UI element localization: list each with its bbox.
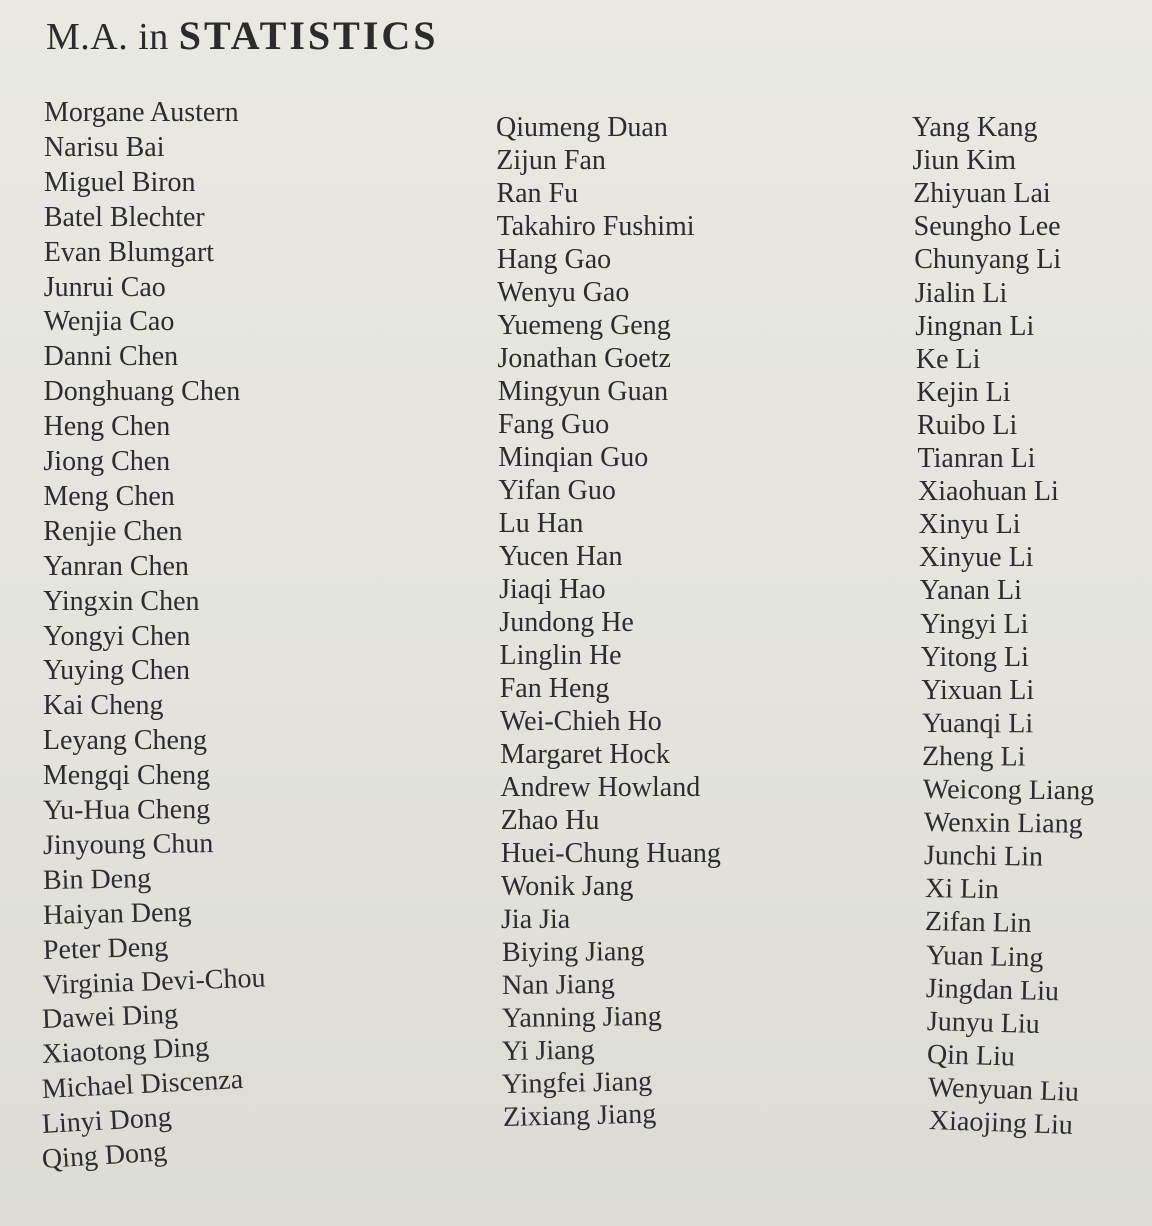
graduate-name: Hang Gao — [496, 244, 612, 275]
graduate-name: Yang Kang — [912, 112, 1038, 143]
graduate-name: Yanran Chen — [43, 550, 189, 582]
graduate-name: Huei-Chung Huang — [500, 838, 721, 869]
graduate-name: Wenxin Liang — [923, 807, 1083, 840]
graduate-name: Donghuang Chen — [43, 376, 241, 408]
graduate-name: Yingfei Jiang — [502, 1066, 653, 1100]
graduate-name: Meng Chen — [43, 480, 175, 512]
graduate-name: Jingnan Li — [915, 310, 1035, 342]
graduate-name: Michael Discenza — [41, 1064, 245, 1106]
graduate-name: Junyu Liu — [926, 1005, 1041, 1040]
graduate-name: Jiong Chen — [43, 446, 171, 477]
graduate-name: Morgane Austern — [44, 97, 239, 128]
graduate-name: Qin Liu — [926, 1038, 1016, 1073]
graduate-name: Yucen Han — [498, 541, 623, 572]
graduate-name: Junrui Cao — [43, 271, 166, 303]
graduate-name: Lu Han — [498, 508, 584, 539]
graduate-name: Chunyang Li — [914, 244, 1062, 276]
graduate-name: Fan Heng — [499, 673, 610, 704]
graduate-name: Heng Chen — [43, 411, 171, 443]
graduate-name: Yanning Jiang — [501, 1000, 662, 1034]
graduate-name: Zhiyuan Lai — [913, 178, 1051, 210]
graduate-name: Peter Deng — [42, 931, 169, 966]
graduate-name: Jonathan Goetz — [497, 343, 671, 374]
graduate-name: Zheng Li — [922, 740, 1026, 773]
graduate-name: Yuanqi Li — [921, 707, 1034, 740]
graduate-name: Qiumeng Duan — [496, 112, 668, 143]
graduate-name: Yu-Hua Cheng — [42, 794, 211, 826]
graduate-name: Renjie Chen — [43, 515, 183, 547]
graduate-name: Yuying Chen — [43, 655, 191, 687]
graduate-name: Yanan Li — [919, 575, 1022, 607]
graduate-name: Junchi Lin — [923, 840, 1044, 873]
graduate-name: Jundong He — [499, 607, 634, 638]
graduate-name: Virginia Devi-Chou — [41, 962, 266, 1001]
graduate-name: Bin Deng — [42, 862, 152, 896]
graduate-name: Yongyi Chen — [43, 620, 191, 652]
graduate-name: Biying Jiang — [501, 936, 644, 968]
graduate-name: Kai Cheng — [42, 690, 164, 722]
graduate-name: Jinyoung Chun — [42, 827, 214, 861]
graduate-name: Yuan Ling — [925, 939, 1044, 973]
graduate-name: Mingyun Guan — [497, 376, 669, 407]
graduate-name: Xiaotong Ding — [41, 1031, 211, 1071]
graduate-name: Ran Fu — [496, 178, 579, 209]
graduate-name: Xi Lin — [924, 873, 999, 906]
graduate-name: Linyi Dong — [41, 1101, 173, 1141]
graduate-name: Narisu Bai — [43, 131, 165, 163]
graduate-name: Yingxin Chen — [43, 585, 200, 617]
graduate-name: Linglin He — [499, 640, 622, 671]
graduate-name: Wonik Jang — [501, 871, 634, 902]
graduate-name: Tianran Li — [917, 443, 1036, 474]
graduate-name: Nan Jiang — [501, 968, 615, 1001]
graduate-name: Mengqi Cheng — [42, 760, 211, 792]
graduate-name: Seungho Lee — [913, 211, 1061, 243]
graduate-name: Zixiang Jiang — [502, 1098, 657, 1133]
graduate-name: Yi Jiang — [501, 1034, 595, 1067]
heading-degree: M.A. in — [46, 16, 169, 58]
graduate-name: Margaret Hock — [500, 739, 670, 770]
graduate-name: Jia Jia — [501, 903, 571, 935]
graduate-name: Fang Guo — [497, 409, 610, 440]
graduate-name: Minqian Guo — [498, 442, 649, 473]
graduate-name: Leyang Cheng — [42, 725, 207, 757]
graduate-name: Wenjia Cao — [43, 306, 175, 338]
graduate-name: Danni Chen — [43, 341, 179, 373]
document-heading — [46, 12, 439, 59]
graduate-name: Yuemeng Geng — [497, 310, 671, 341]
graduate-name: Wei-Chieh Ho — [499, 706, 662, 737]
graduate-name: Yifan Guo — [498, 475, 616, 506]
graduate-name: Batel Blechter — [43, 201, 205, 233]
graduate-name: Xiaohuan Li — [918, 476, 1059, 508]
graduate-name: Miguel Biron — [43, 166, 196, 198]
graduate-name: Jiun Kim — [912, 145, 1017, 177]
graduate-name: Qing Dong — [41, 1136, 169, 1175]
graduate-name: Yitong Li — [920, 641, 1029, 673]
graduate-name: Weicong Liang — [922, 774, 1095, 807]
graduate-name: Haiyan Deng — [42, 896, 192, 931]
graduate-name: Evan Blumgart — [43, 236, 215, 268]
graduate-name: Takahiro Fushimi — [496, 211, 695, 242]
graduate-name: Zhao Hu — [500, 805, 600, 836]
graduate-name: Jingdan Liu — [925, 972, 1060, 1007]
graduate-name: Wenyuan Liu — [927, 1071, 1080, 1108]
graduate-name: Ruibo Li — [916, 409, 1018, 441]
graduate-name: Jiaqi Hao — [499, 574, 606, 605]
graduate-name: Xiaojing Liu — [927, 1105, 1073, 1141]
graduate-name: Dawei Ding — [41, 999, 180, 1036]
graduate-name: Zijun Fan — [496, 145, 606, 176]
graduate-name: Andrew Howland — [500, 772, 701, 803]
graduate-name: Xinyu Li — [918, 509, 1021, 541]
graduate-name: Yingyi Li — [920, 608, 1029, 640]
heading-field: STATISTICS — [178, 13, 439, 58]
graduate-name: Yixuan Li — [921, 674, 1035, 706]
graduate-name: Ke Li — [915, 343, 981, 375]
graduate-name: Xinyue Li — [919, 542, 1034, 574]
graduate-name: Jialin Li — [914, 277, 1008, 309]
graduate-name: Kejin Li — [916, 376, 1011, 408]
graduate-name: Wenyu Gao — [497, 277, 630, 308]
graduate-name: Zifan Lin — [924, 906, 1032, 940]
